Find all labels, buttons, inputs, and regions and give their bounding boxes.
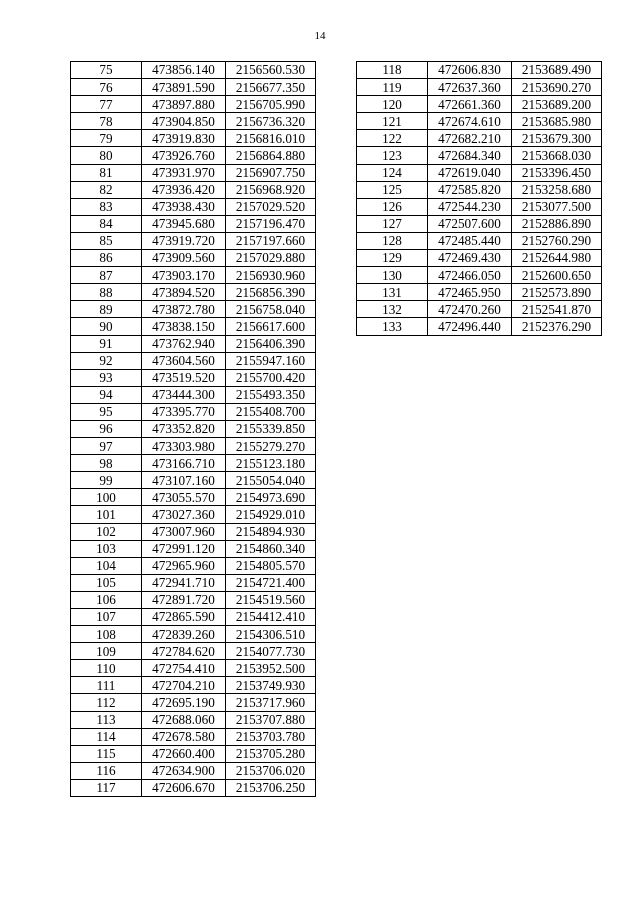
table-row — [357, 181, 602, 198]
x-coordinate-cell: 473891.590 — [142, 79, 226, 96]
table-row — [71, 164, 316, 181]
point-number-cell: 121 — [357, 113, 428, 130]
point-number-cell: 96 — [71, 420, 142, 437]
y-coordinate-cell: 2154805.570 — [226, 557, 316, 574]
point-number-cell: 110 — [71, 660, 142, 677]
point-number-cell: 75 — [71, 62, 142, 79]
point-number-cell: 120 — [357, 96, 428, 113]
point-number-cell: 102 — [71, 523, 142, 540]
y-coordinate-cell: 2153077.500 — [512, 198, 602, 215]
point-number-cell: 81 — [71, 164, 142, 181]
table-row — [71, 147, 316, 164]
table-row — [357, 113, 602, 130]
y-coordinate-cell: 2154412.410 — [226, 609, 316, 626]
x-coordinate-cell: 473055.570 — [142, 489, 226, 506]
point-number-cell: 101 — [71, 506, 142, 523]
table-row — [357, 130, 602, 147]
x-coordinate-cell: 473909.560 — [142, 250, 226, 267]
point-number-cell: 98 — [71, 455, 142, 472]
point-number-cell: 114 — [71, 728, 142, 745]
y-coordinate-cell: 2155123.180 — [226, 455, 316, 472]
y-coordinate-cell: 2154519.560 — [226, 591, 316, 608]
point-number-cell: 104 — [71, 557, 142, 574]
y-coordinate-cell: 2152541.870 — [512, 301, 602, 318]
y-coordinate-cell: 2156907.750 — [226, 164, 316, 181]
table-row — [71, 591, 316, 608]
table-row — [71, 643, 316, 660]
x-coordinate-cell: 473856.140 — [142, 62, 226, 79]
point-number-cell: 76 — [71, 79, 142, 96]
y-coordinate-cell: 2154306.510 — [226, 626, 316, 643]
x-coordinate-cell: 473519.520 — [142, 369, 226, 386]
table-row — [71, 626, 316, 643]
y-coordinate-cell: 2155279.270 — [226, 438, 316, 455]
point-number-cell: 109 — [71, 643, 142, 660]
table-row — [71, 660, 316, 677]
x-coordinate-cell: 472754.410 — [142, 660, 226, 677]
x-coordinate-cell: 472991.120 — [142, 540, 226, 557]
x-coordinate-cell: 473444.300 — [142, 386, 226, 403]
point-number-cell: 89 — [71, 301, 142, 318]
point-number-cell: 78 — [71, 113, 142, 130]
x-coordinate-cell: 472941.710 — [142, 574, 226, 591]
table-row — [71, 403, 316, 420]
point-number-cell: 126 — [357, 198, 428, 215]
y-coordinate-cell: 2157197.660 — [226, 232, 316, 249]
y-coordinate-cell: 2157196.470 — [226, 215, 316, 232]
table-row — [357, 79, 602, 96]
point-number-cell: 118 — [357, 62, 428, 79]
x-coordinate-cell: 473352.820 — [142, 420, 226, 437]
table-row — [357, 232, 602, 249]
point-number-cell: 119 — [357, 79, 428, 96]
x-coordinate-cell: 472465.950 — [428, 284, 512, 301]
table-row — [357, 318, 602, 335]
table-row — [71, 728, 316, 745]
x-coordinate-cell: 473894.520 — [142, 284, 226, 301]
point-number-cell: 86 — [71, 250, 142, 267]
y-coordinate-cell: 2152886.890 — [512, 215, 602, 232]
coordinates-table-left — [70, 61, 316, 797]
x-coordinate-cell: 472544.230 — [428, 198, 512, 215]
y-coordinate-cell: 2157029.880 — [226, 250, 316, 267]
x-coordinate-cell: 473303.980 — [142, 438, 226, 455]
page-number: 14 — [314, 30, 326, 42]
x-coordinate-cell: 472660.400 — [142, 745, 226, 762]
point-number-cell: 129 — [357, 250, 428, 267]
table-row — [71, 386, 316, 403]
point-number-cell: 128 — [357, 232, 428, 249]
table-row — [357, 198, 602, 215]
point-number-cell: 90 — [71, 318, 142, 335]
y-coordinate-cell: 2152573.890 — [512, 284, 602, 301]
point-number-cell: 116 — [71, 762, 142, 779]
table-row — [71, 472, 316, 489]
y-coordinate-cell: 2153689.490 — [512, 62, 602, 79]
point-number-cell: 94 — [71, 386, 142, 403]
table-row — [357, 96, 602, 113]
point-number-cell: 97 — [71, 438, 142, 455]
table-row — [71, 62, 316, 79]
y-coordinate-cell: 2156406.390 — [226, 335, 316, 352]
y-coordinate-cell: 2153685.980 — [512, 113, 602, 130]
table-row — [71, 198, 316, 215]
table-row — [71, 420, 316, 437]
point-number-cell: 83 — [71, 198, 142, 215]
y-coordinate-cell: 2155947.160 — [226, 352, 316, 369]
table-row — [71, 130, 316, 147]
table-row — [71, 745, 316, 762]
table-row — [71, 181, 316, 198]
x-coordinate-cell: 473395.770 — [142, 403, 226, 420]
x-coordinate-cell: 473926.760 — [142, 147, 226, 164]
table-row — [71, 301, 316, 318]
point-number-cell: 85 — [71, 232, 142, 249]
y-coordinate-cell: 2153679.300 — [512, 130, 602, 147]
x-coordinate-cell: 473919.720 — [142, 232, 226, 249]
table-row — [71, 779, 316, 796]
table-row — [357, 147, 602, 164]
y-coordinate-cell: 2155408.700 — [226, 403, 316, 420]
x-coordinate-cell: 472585.820 — [428, 181, 512, 198]
table-row — [71, 318, 316, 335]
y-coordinate-cell: 2154860.340 — [226, 540, 316, 557]
x-coordinate-cell: 472865.590 — [142, 609, 226, 626]
y-coordinate-cell: 2156930.960 — [226, 267, 316, 284]
x-coordinate-cell: 472688.060 — [142, 711, 226, 728]
point-number-cell: 91 — [71, 335, 142, 352]
x-coordinate-cell: 472470.260 — [428, 301, 512, 318]
y-coordinate-cell: 2153952.500 — [226, 660, 316, 677]
y-coordinate-cell: 2153689.200 — [512, 96, 602, 113]
x-coordinate-cell: 472704.210 — [142, 677, 226, 694]
y-coordinate-cell: 2154721.400 — [226, 574, 316, 591]
point-number-cell: 123 — [357, 147, 428, 164]
y-coordinate-cell: 2153258.680 — [512, 181, 602, 198]
y-coordinate-cell: 2152600.650 — [512, 267, 602, 284]
table-row — [357, 164, 602, 181]
x-coordinate-cell: 472784.620 — [142, 643, 226, 660]
y-coordinate-cell: 2154077.730 — [226, 643, 316, 660]
table-row — [71, 489, 316, 506]
point-number-cell: 108 — [71, 626, 142, 643]
x-coordinate-cell: 473931.970 — [142, 164, 226, 181]
point-number-cell: 112 — [71, 694, 142, 711]
table-row — [71, 284, 316, 301]
x-coordinate-cell: 472684.340 — [428, 147, 512, 164]
y-coordinate-cell: 2156758.040 — [226, 301, 316, 318]
x-coordinate-cell: 472606.670 — [142, 779, 226, 796]
table-row — [71, 250, 316, 267]
x-coordinate-cell: 473107.160 — [142, 472, 226, 489]
x-coordinate-cell: 473945.680 — [142, 215, 226, 232]
x-coordinate-cell: 472695.190 — [142, 694, 226, 711]
x-coordinate-cell: 473762.940 — [142, 335, 226, 352]
y-coordinate-cell: 2153706.250 — [226, 779, 316, 796]
table-row — [71, 762, 316, 779]
y-coordinate-cell: 2156816.010 — [226, 130, 316, 147]
x-coordinate-cell: 473936.420 — [142, 181, 226, 198]
point-number-cell: 93 — [71, 369, 142, 386]
point-number-cell: 131 — [357, 284, 428, 301]
y-coordinate-cell: 2154929.010 — [226, 506, 316, 523]
point-number-cell: 99 — [71, 472, 142, 489]
x-coordinate-cell: 473007.960 — [142, 523, 226, 540]
table-row — [71, 694, 316, 711]
table-row — [357, 215, 602, 232]
point-number-cell: 127 — [357, 215, 428, 232]
point-number-cell: 100 — [71, 489, 142, 506]
point-number-cell: 84 — [71, 215, 142, 232]
table-row — [71, 96, 316, 113]
y-coordinate-cell: 2153717.960 — [226, 694, 316, 711]
point-number-cell: 122 — [357, 130, 428, 147]
point-number-cell: 95 — [71, 403, 142, 420]
y-coordinate-cell: 2156736.320 — [226, 113, 316, 130]
point-number-cell: 88 — [71, 284, 142, 301]
y-coordinate-cell: 2154894.930 — [226, 523, 316, 540]
table-row — [71, 267, 316, 284]
point-number-cell: 113 — [71, 711, 142, 728]
point-number-cell: 106 — [71, 591, 142, 608]
x-coordinate-cell: 472965.960 — [142, 557, 226, 574]
x-coordinate-cell: 473919.830 — [142, 130, 226, 147]
point-number-cell: 79 — [71, 130, 142, 147]
y-coordinate-cell: 2156560.530 — [226, 62, 316, 79]
point-number-cell: 82 — [71, 181, 142, 198]
y-coordinate-cell: 2153703.780 — [226, 728, 316, 745]
table-row — [71, 711, 316, 728]
y-coordinate-cell: 2154973.690 — [226, 489, 316, 506]
table-row — [71, 557, 316, 574]
y-coordinate-cell: 2153396.450 — [512, 164, 602, 181]
table-row — [71, 677, 316, 694]
x-coordinate-cell: 472485.440 — [428, 232, 512, 249]
y-coordinate-cell: 2153705.280 — [226, 745, 316, 762]
x-coordinate-cell: 472469.430 — [428, 250, 512, 267]
table-row — [71, 438, 316, 455]
table-row — [71, 609, 316, 626]
x-coordinate-cell: 472606.830 — [428, 62, 512, 79]
x-coordinate-cell: 472496.440 — [428, 318, 512, 335]
table-row — [71, 215, 316, 232]
point-number-cell: 124 — [357, 164, 428, 181]
point-number-cell: 87 — [71, 267, 142, 284]
x-coordinate-cell: 472637.360 — [428, 79, 512, 96]
x-coordinate-cell: 472466.050 — [428, 267, 512, 284]
table-row — [71, 455, 316, 472]
point-number-cell: 77 — [71, 96, 142, 113]
y-coordinate-cell: 2156856.390 — [226, 284, 316, 301]
point-number-cell: 125 — [357, 181, 428, 198]
table-row — [71, 523, 316, 540]
point-number-cell: 107 — [71, 609, 142, 626]
point-number-cell: 130 — [357, 267, 428, 284]
x-coordinate-cell: 472619.040 — [428, 164, 512, 181]
x-coordinate-cell: 472674.610 — [428, 113, 512, 130]
x-coordinate-cell: 472839.260 — [142, 626, 226, 643]
table-row — [357, 267, 602, 284]
table-row — [357, 62, 602, 79]
x-coordinate-cell: 473166.710 — [142, 455, 226, 472]
y-coordinate-cell: 2155493.350 — [226, 386, 316, 403]
y-coordinate-cell: 2152760.290 — [512, 232, 602, 249]
y-coordinate-cell: 2157029.520 — [226, 198, 316, 215]
table-row — [71, 113, 316, 130]
y-coordinate-cell: 2156968.920 — [226, 181, 316, 198]
x-coordinate-cell: 473872.780 — [142, 301, 226, 318]
table-row — [357, 284, 602, 301]
y-coordinate-cell: 2156864.880 — [226, 147, 316, 164]
y-coordinate-cell: 2153690.270 — [512, 79, 602, 96]
table-row — [71, 335, 316, 352]
table-row — [71, 506, 316, 523]
y-coordinate-cell: 2155339.850 — [226, 420, 316, 437]
y-coordinate-cell: 2153707.880 — [226, 711, 316, 728]
point-number-cell: 105 — [71, 574, 142, 591]
point-number-cell: 111 — [71, 677, 142, 694]
x-coordinate-cell: 472682.210 — [428, 130, 512, 147]
point-number-cell: 115 — [71, 745, 142, 762]
x-coordinate-cell: 473904.850 — [142, 113, 226, 130]
table-row — [71, 79, 316, 96]
y-coordinate-cell: 2152644.980 — [512, 250, 602, 267]
table-row — [357, 301, 602, 318]
table-row — [71, 232, 316, 249]
x-coordinate-cell: 473903.170 — [142, 267, 226, 284]
y-coordinate-cell: 2153749.930 — [226, 677, 316, 694]
x-coordinate-cell: 473027.360 — [142, 506, 226, 523]
y-coordinate-cell: 2152376.290 — [512, 318, 602, 335]
point-number-cell: 103 — [71, 540, 142, 557]
table-row — [71, 352, 316, 369]
y-coordinate-cell: 2153668.030 — [512, 147, 602, 164]
x-coordinate-cell: 472507.600 — [428, 215, 512, 232]
x-coordinate-cell: 472678.580 — [142, 728, 226, 745]
x-coordinate-cell: 473838.150 — [142, 318, 226, 335]
x-coordinate-cell: 472661.360 — [428, 96, 512, 113]
table-row — [357, 250, 602, 267]
y-coordinate-cell: 2156617.600 — [226, 318, 316, 335]
x-coordinate-cell: 473604.560 — [142, 352, 226, 369]
x-coordinate-cell: 472634.900 — [142, 762, 226, 779]
x-coordinate-cell: 473897.880 — [142, 96, 226, 113]
point-number-cell: 133 — [357, 318, 428, 335]
point-number-cell: 117 — [71, 779, 142, 796]
y-coordinate-cell: 2156677.350 — [226, 79, 316, 96]
coordinates-table-right — [356, 61, 602, 336]
y-coordinate-cell: 2156705.990 — [226, 96, 316, 113]
point-number-cell: 80 — [71, 147, 142, 164]
x-coordinate-cell: 473938.430 — [142, 198, 226, 215]
x-coordinate-cell: 472891.720 — [142, 591, 226, 608]
point-number-cell: 132 — [357, 301, 428, 318]
table-row — [71, 540, 316, 557]
table-row — [71, 369, 316, 386]
y-coordinate-cell: 2153706.020 — [226, 762, 316, 779]
point-number-cell: 92 — [71, 352, 142, 369]
y-coordinate-cell: 2155054.040 — [226, 472, 316, 489]
table-row — [71, 574, 316, 591]
y-coordinate-cell: 2155700.420 — [226, 369, 316, 386]
